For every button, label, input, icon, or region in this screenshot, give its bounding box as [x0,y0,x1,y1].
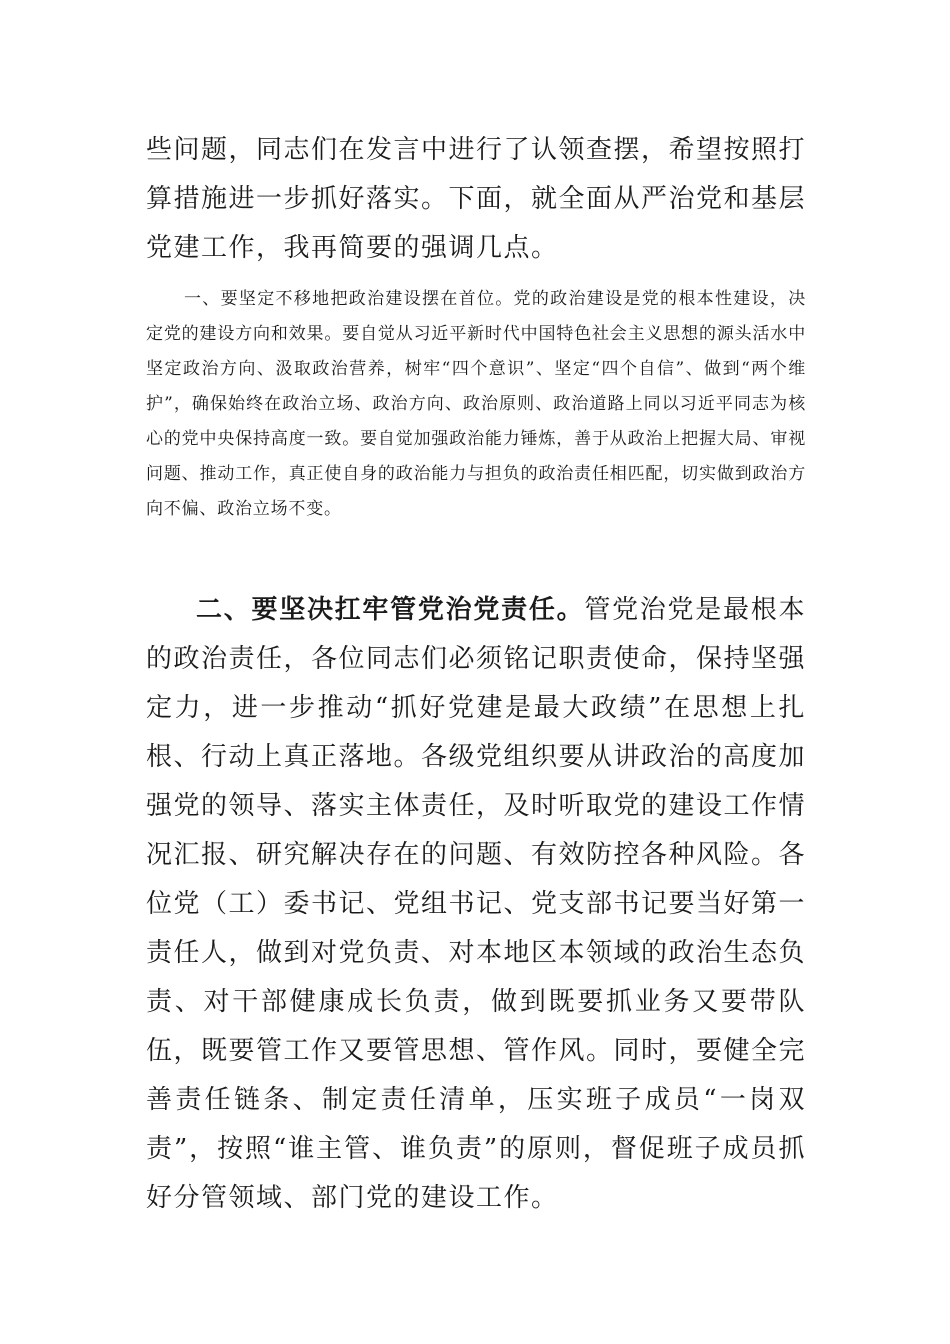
paragraph-text: 一、要坚定不移地把政治建设摆在首位。党的政治建设是党的根本性建设，决定党的建设方向和效果。要自觉从习近平新时代中国特色社会主义思想的源头活水中坚定政治方向、汲取政治营养，树牢“四个意识”、坚定“四个自信”、做到“两个维护”，确保始终在政治立场、政治方向、政治原则、政治道路上同以习近平同志为核心的党中央保持高度一致。要自觉加强政治能力锤炼，善于从政治上把握大局、审视问题、推动工作，真正使自身的政治能力与担负的政治责任相匹配，切实做到政治方向不偏、政治立场不变。 [146,289,806,519]
paragraph-text: 管党治党是最根本的政治责任，各位同志们必须铭记职责使命，保持坚强定力，进一步推动“抓好党建是最大政绩”在思想上扎根、行动上真正落地。各级党组织要从讲政治的高度加强党的领导、落实主体责任，及时听取党的建设工作情况汇报、研究解决存在的问题、有效防控各种风险。各位党（工）委书记、党组书记、党支部书记要当好第一责任人，做到对党负责、对本地区本领域的政治生态负责、对干部健康成长负责，做到既要抓业务又要带队伍，既要管工作又要管思想、管作风。同时，要健全完善责任链条、制定责任清单，压实班子成员“一岗双责”，按照“谁主管、谁负责”的原则，督促班子成员抓好分管领域、部门党的建设工作。 [146,595,807,1213]
paragraph-text: 些问题，同志们在发言中进行了认领查摆，希望按照打算措施进一步抓好落实。下面，就全面从严治党和基层党建工作，我再简要的强调几点。 [146,135,807,263]
paragraph-continuation [146,126,806,273]
paragraph-party-responsibility [146,586,806,1223]
paragraph-political-construction [146,282,806,527]
section-heading: 二、要坚决扛牢管党治党责任。 [196,595,585,625]
